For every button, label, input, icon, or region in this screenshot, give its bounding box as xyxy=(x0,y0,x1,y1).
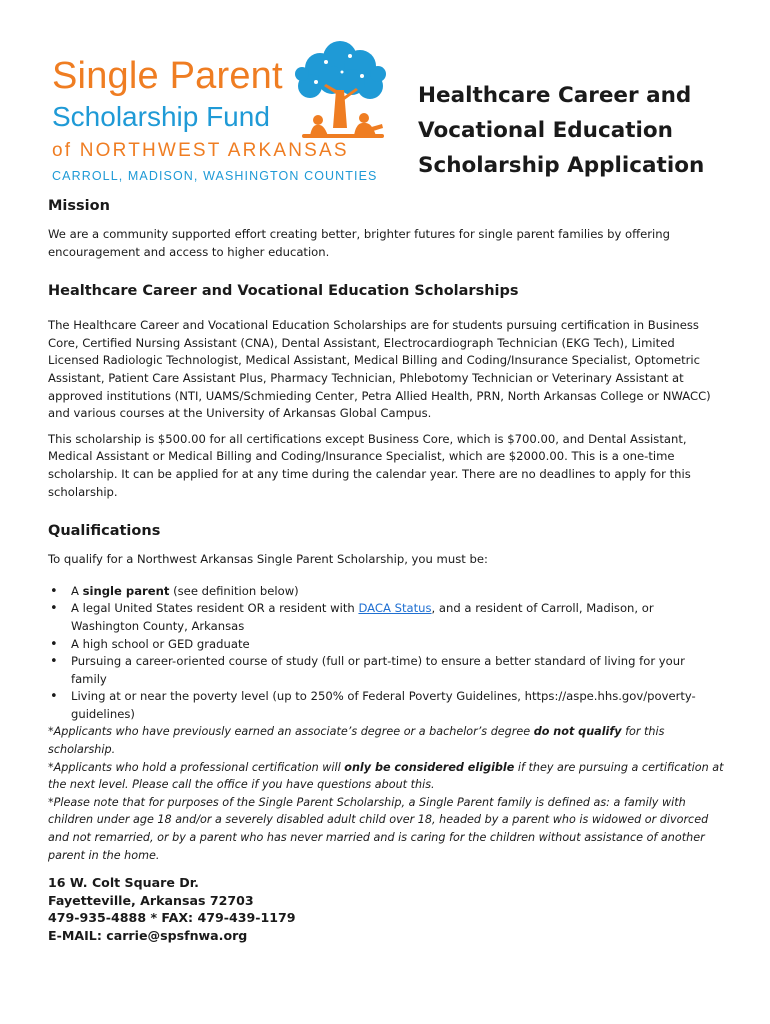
document-body xyxy=(48,196,724,945)
note-certification: *Applicants who hold a professional certification will only be considered eligible if they are pursuing a certification at the next level. Please call the office if you have questions about this. xyxy=(48,760,724,792)
page-title: Healthcare Career and Vocational Education Scholarship Application xyxy=(418,83,705,178)
list-item: • A single parent (see definition below) xyxy=(48,583,724,601)
list-item: • A legal United States resident OR a resident with DACA Status, and a resident of Carroll, Madison, or Washington County, Arkansas xyxy=(48,600,724,635)
address-line-1: 16 W. Colt Square Dr. xyxy=(48,875,199,891)
logo-text-northwest-arkansas: of NORTHWEST ARKANSAS xyxy=(52,140,349,161)
daca-status-link[interactable]: DACA Status xyxy=(358,601,432,616)
address-line-2: Fayetteville, Arkansas 72703 xyxy=(48,892,254,908)
mission-heading: Mission xyxy=(48,198,110,214)
qualifications-heading: Qualifications xyxy=(48,523,161,540)
list-item: • A high school or GED graduate xyxy=(48,636,724,654)
qualifications-intro: To qualify for a Northwest Arkansas Single Parent Scholarship, you must be: xyxy=(48,552,488,567)
list-item: • Pursuing a career-oriented course of study (full or part-time) to ensure a better standard of living for your family xyxy=(48,653,724,688)
note-degree: *Applicants who have previously earned an associate’s degree or a bachelor’s degree do not qualify for this scholarship. xyxy=(48,725,665,757)
logo-text-scholarship-fund: Scholarship Fund xyxy=(52,101,270,132)
scholarships-paragraph-2: This scholarship is $500.00 for all certifications except Business Core, which is $700.00, and Dental Assistant, Medical Assistant or Medical Billing and Coding/Insurance Specialist, which are $2000.00. This is a one-time scholarship. It can be applied for at any time during the calendar year. There are no deadlines to apply for this scholarship. xyxy=(48,431,691,499)
logo-text-single-parent: Single Parent xyxy=(52,55,283,97)
email-address[interactable]: E-MAIL: carrie@spsfnwa.org xyxy=(48,928,248,943)
phone-fax: 479-935-4888 * FAX: 479-439-1179 xyxy=(48,910,296,926)
scholarships-heading: Healthcare Career and Vocational Education Scholarships xyxy=(48,283,519,300)
logo-text-counties: CARROLL, MADISON, WASHINGTON COUNTIES xyxy=(52,169,378,183)
scholarships-paragraph-1: The Healthcare Career and Vocational Education Scholarships are for students pursuing certification in Business Core, Certified Nursing Assistant (CNA), Dental Assistant, Electrocardiograph Technician (EKG Tech), Limited Licensed Radiologic Technologist, Medical Assistant, Medical Billing and Coding/Insurance Specialist, Optometric Assistant, Patient Care Assistant Plus, Pharmacy Technician, Phlebotomy Technician or Veterinary Assistant at approved institutions (NTI, UAMS/Schmieding Center, Petra Allied Health, PRN, North Arkansas College or NWACC) and various courses at the University of Arkansas Global Campus. xyxy=(48,318,711,421)
qualifications-list xyxy=(48,583,724,724)
list-item: • Living at or near the poverty level (up to 250% of Federal Poverty Guidelines, https://aspe.hhs.gov/poverty-guidelines) xyxy=(48,688,724,723)
contact-block xyxy=(48,874,724,944)
note-single-parent-definition: *Please note that for purposes of the Single Parent Scholarship, a Single Parent family is defined as: a family with children under age 18 and/or a severely disabled adult child over 18, headed by a parent who is widowed or divorced and not remarried, or by a parent who has never married and is caring for the children without assistance of another parent in the home. xyxy=(48,795,709,862)
mission-text: We are a community supported effort creating better, brighter futures for single parent families by offering encouragement and access to higher education. xyxy=(48,227,670,259)
single-parent-emphasis: single parent xyxy=(82,583,170,598)
organization-logo xyxy=(46,36,386,186)
tree-logo-icon xyxy=(292,36,388,140)
